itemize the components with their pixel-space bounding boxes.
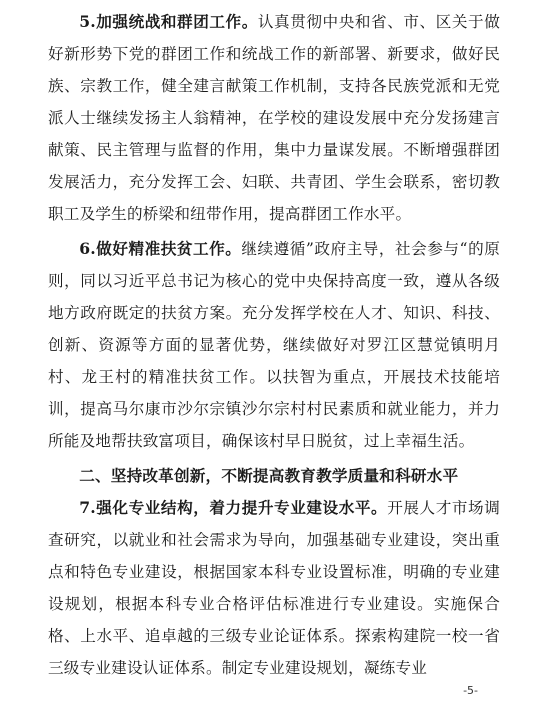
paragraph-poverty-alleviation [48, 233, 500, 457]
paragraph-text: 开展人才市场调查研究，以就业和社会需求为导向，加强基础专业建设，突出重点和特色专业建设，根据国家本科专业设置标准，明确的专业建设规划，根据本科专业合格评估标准进行专业建设。实施保合格、上水平、追卓越的三级专业论证体系。探索构建院一校一省三级专业建设认证体系。制定专业建设规划，凝练专业 [48, 499, 501, 677]
paragraph-major-structure [48, 492, 500, 684]
section-heading [48, 460, 500, 492]
section-heading-text: 二、坚持改革创新，不断提高教育教学质量和科研水平 [79, 466, 459, 485]
document-body [48, 6, 500, 687]
paragraph-heading: 6.做好精准扶贫工作。 [79, 239, 242, 258]
paragraph-text: 认真贯彻中央和省、市、区关于做好新形势下党的群团工作和统战工作的新部署、新要求，做好民族、宗教工作，健全建言献策工作机制，支持各民族党派和无党派人士继续发扬主人翁精神，在学校的建设发展中充分发扬建言献策、民主管理与监督的作用，集中力量谋发展。不断增强群团发展活力，充分发挥工会、妇联、共青团、学生会联系，密切教职工及学生的桥梁和纽带作用，提高群团工作水平。 [48, 13, 500, 223]
paragraph-text: 继续遵循”政府主导，社会参与“的原则，同以习近平总书记为核心的党中央保持高度一致，遵从各级地方政府既定的扶贫方案。充分发挥学校在人才、知识、科技、创新、资源等方面的显著优势，继续做好对罗江区慧觉镇明月村、龙王村的精准扶贫工作。以扶智为重点，开展技术技能培训，提高马尔康市沙尔宗镇沙尔宗村村民素质和就业能力，并力所能及地帮扶致富项目，确保该村早日脱贫，过上幸福生活。 [48, 240, 500, 450]
page-number: -5- [463, 684, 478, 697]
paragraph-heading: 7.强化专业结构，着力提升专业建设水平。 [79, 498, 388, 517]
paragraph-heading: 5.加强统战和群团工作。 [79, 12, 258, 31]
paragraph-united-front-work [48, 6, 500, 230]
